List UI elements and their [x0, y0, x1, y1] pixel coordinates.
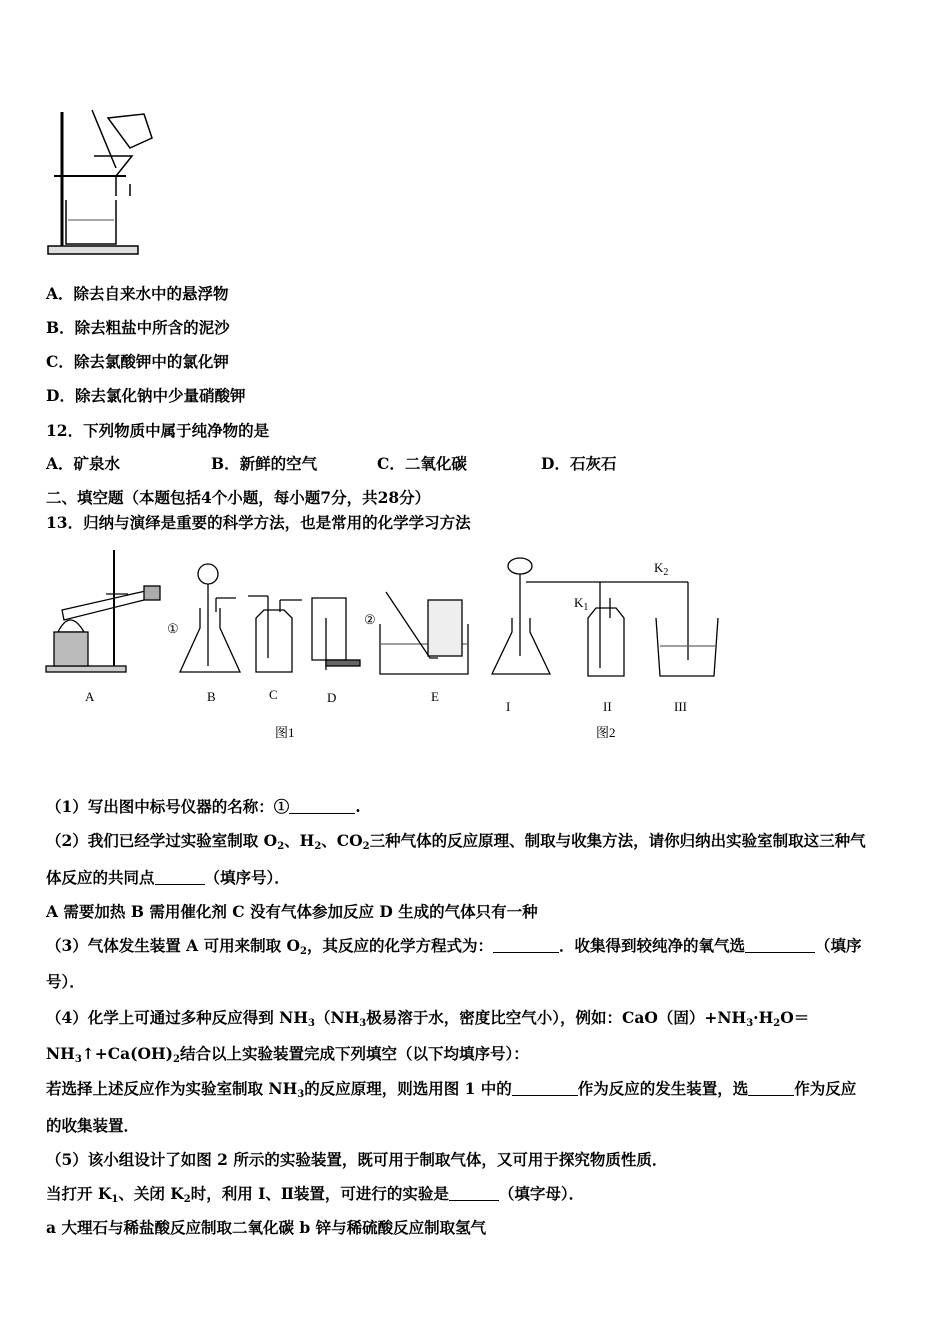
apparatus-c-bottle: [256, 610, 292, 672]
mark-1: ①: [167, 621, 179, 636]
apparatus-a-base: [46, 666, 126, 672]
q13-stem: 13．归纳与演绎是重要的科学方法，也是常用的化学学习方法: [46, 513, 471, 532]
q13-part-2-line-2: 体反应的共同点 （填序号）．: [46, 868, 290, 887]
fig1-label-c: C: [269, 687, 278, 702]
q12-stem: 12．下列物质中属于纯净物的是: [46, 421, 270, 440]
mark-2: ②: [364, 612, 376, 627]
q13-part-4-line-4: 的收集装置．: [46, 1116, 140, 1135]
q13-part-5-options: a 大理石与稀盐酸反应制取二氧化碳 b 锌与稀硫酸反应制取氢气: [46, 1218, 487, 1237]
apparatus-figure-1-2: [40, 548, 720, 678]
blank-5[interactable]: [449, 1186, 499, 1201]
q11-option-a: A．除去自来水中的悬浮物: [46, 284, 229, 303]
q12-option-a: A．矿泉水: [46, 454, 121, 473]
q13-part-3-line-1: （3）气体发生装置 A 可用来制取 $O_2$，其反应的化学方程式为： ．收集得到较纯净的氧气选 （填序: [46, 936, 862, 957]
fig1-caption: 图1: [275, 725, 295, 740]
q13-part-1: （1）写出图中标号仪器的名称：① .: [46, 797, 361, 816]
q13-part-4-line-3: 若选择上述反应作为实验室制取 $NH_3$的反应原理，则选用图 1 中的 作为反应的发生装置，选 作为反应: [46, 1079, 857, 1100]
blank-3a[interactable]: [493, 938, 559, 953]
filtration-apparatus-figure: [44, 108, 164, 258]
q13-part-2-options: A 需要加热 B 需用催化剂 C 没有气体参加反应 D 生成的气体只有一种: [46, 902, 538, 921]
fig1-label-a: A: [85, 689, 95, 704]
fig2-label-ii: II: [603, 699, 612, 714]
blank-1[interactable]: [289, 799, 355, 814]
q13-part-2-line-1: （2）我们已经学过实验室制取 $O_2$、$H_2$、$CO_2$三种气体的反应原理、制取与收集方法，请你归纳出实验室制取这三种气: [46, 831, 866, 852]
q11-option-d: D．除去氯化钠中少量硝酸钾: [46, 386, 246, 405]
q11-option-c: C．除去氯酸钾中的氯化钾: [46, 352, 229, 371]
apparatus-ii-bottle: [588, 608, 624, 676]
blank-4a[interactable]: [512, 1081, 578, 1096]
k2-label: $K_2$: [654, 560, 669, 578]
blank-4b[interactable]: [748, 1081, 794, 1096]
fig2-label-i: I: [506, 699, 511, 714]
q12-option-c: C．二氧化碳: [377, 454, 467, 473]
blank-2[interactable]: [155, 870, 205, 885]
blank-3b[interactable]: [745, 938, 815, 953]
section-2-title: 二、填空题（本题包括4个小题，每小题7分，共28分）: [46, 488, 431, 507]
q13-part-5-line-2: 当打开 $K_1$、关闭 $K_2$时，利用 Ⅰ、Ⅱ装置，可进行的实验是 （填字母）．: [46, 1184, 585, 1205]
fig1-label-b: B: [207, 689, 216, 704]
apparatus-i-flask: [492, 618, 550, 674]
fig2-label-iii: III: [674, 699, 687, 714]
q12-option-b: B．新鲜的空气: [211, 454, 318, 473]
apparatus-b-flask: [180, 608, 240, 672]
q13-part-4-line-2: $NH_3↑+Ca(OH)_2$结合以上实验装置完成下列填空（以下均填序号）：: [46, 1044, 529, 1065]
apparatus-d-bottle: [312, 598, 346, 660]
fig2-caption: 图2: [596, 725, 616, 740]
fig1-label-e: E: [431, 689, 439, 704]
q12-options: [46, 454, 616, 474]
apparatus-iii-beaker: [656, 618, 718, 676]
q11-option-b: B．除去粗盐中所含的泥沙: [46, 318, 230, 337]
q13-part-3-line-2: 号）．: [46, 972, 85, 991]
q13-part-5-line-1: （5）该小组设计了如图 2 所示的实验装置，既可用于制取气体，又可用于探究物质性质．: [46, 1150, 668, 1169]
fig1-label-d: D: [327, 690, 337, 705]
k1-label: $K_1$: [574, 595, 589, 613]
q12-option-d: D．石灰石: [541, 454, 617, 473]
q13-part-4-line-1: （4）化学上可通过多种反应得到 $NH_3(NH_3$极易溶于水，密度比空气小），例如：CaO（固）$+NH_3\cdot H_2O=$: [46, 1008, 810, 1029]
